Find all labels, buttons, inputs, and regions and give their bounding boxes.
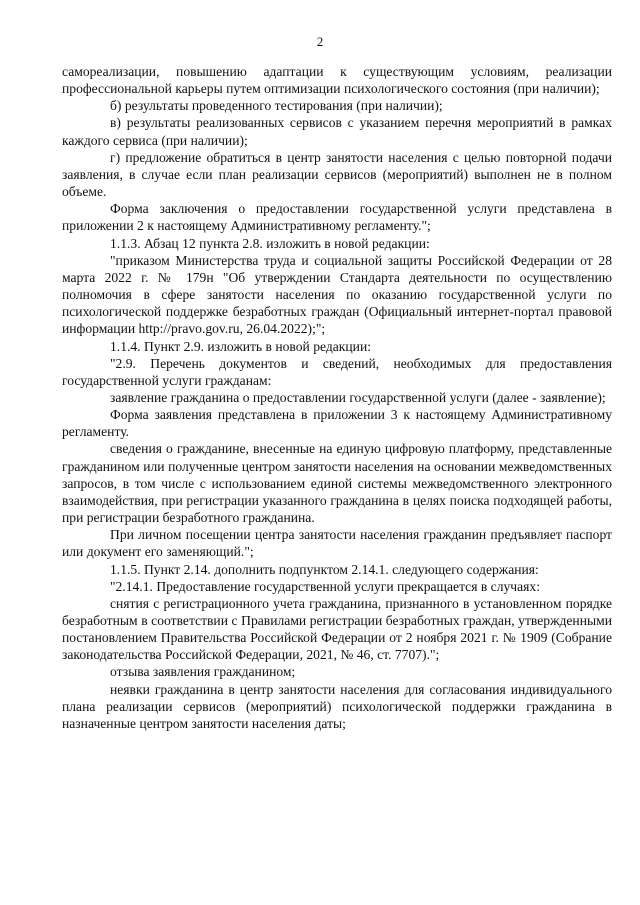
paragraph: При личном посещении центра занятости населения гражданин предъявляет паспорт или документ его заменяющий."; xyxy=(62,527,612,560)
paragraph: г) предложение обратиться в центр занятости населения с целью повторной подачи заявления, в случае если план реализации сервисов (мероприятий) выполнен не в полном объеме. xyxy=(62,149,612,200)
paragraph: 1.1.4. Пункт 2.9. изложить в новой редакции: xyxy=(110,338,372,354)
paragraph: в) результаты реализованных сервисов с указанием перечня мероприятий в рамках каждого сервиса (при наличии); xyxy=(62,115,612,148)
paragraph: отзыва заявления гражданином; xyxy=(110,664,296,680)
paragraph: снятия с регистрационного учета гражданина, признанного в установленном порядке безработным в соответствии с Правилами регистрации безработных граждан, утвержденными постановлением Правительства Российской Федерации от 2 ноября 2021 г. № 1909 (Собрание законодательства Российской Федерации, 2021, № 46, ст. 7707)."; xyxy=(62,595,612,663)
paragraph: Форма заключения о предоставлении государственной услуги представлена в приложении 2 к настоящему Административному регламенту."; xyxy=(62,201,612,234)
paragraph: 1.1.5. Пункт 2.14. дополнить подпунктом 2.14.1. следующего содержания: xyxy=(110,561,539,577)
paragraph: Форма заявления представлена в приложении 3 к настоящему Административному регламенту. xyxy=(62,407,612,440)
paragraph: сведения о гражданине, внесенные на единую цифровую платформу, представленные гражданином или полученные центром занятости населения на основании межведомственных запросов, в том числе с использованием единой системы межведомственного электронного взаимодействия, при регистрации указанного гражданина в целях поиска подходящей работы, при регистрации безработного гражданина. xyxy=(62,441,612,526)
page-number: 2 xyxy=(316,34,324,49)
paragraph: неявки гражданина в центр занятости населения для согласования индивидуального плана реализации сервисов (мероприятий) психологической поддержки гражданина в назначенные центром занятости населения даты; xyxy=(62,681,612,731)
paragraph: 1.1.3. Абзац 12 пункта 2.8. изложить в новой редакции: xyxy=(110,235,430,251)
paragraph: заявление гражданина о предоставлении государственной услуги (далее - заявление); xyxy=(110,389,606,405)
paragraph: б) результаты проведенного тестирования (при наличии); xyxy=(110,98,443,114)
paragraph: самореализации, повышению адаптации к существующим условиям, реализации профессиональной карьеры путем оптимизации психологического состояния (при наличии); xyxy=(62,64,612,97)
paragraph: "приказом Министерства труда и социальной защиты Российской Федерации от 28 марта 2022 г. № 179н "Об утверждении Стандарта деятельности по осуществлению полномочия в сфере занятости населения по оказанию государственной услуги по психологической поддержке безработных граждан (Официальный интернет-портал правовой информации http://pravo.gov.ru, 26.04.2022);"; xyxy=(62,252,612,337)
document-body xyxy=(62,63,612,732)
paragraph: "2.14.1. Предоставление государственной услуги прекращается в случаях: xyxy=(110,578,540,594)
paragraph: "2.9. Перечень документов и сведений, необходимых для предоставления государственной услуги гражданам: xyxy=(62,355,612,388)
